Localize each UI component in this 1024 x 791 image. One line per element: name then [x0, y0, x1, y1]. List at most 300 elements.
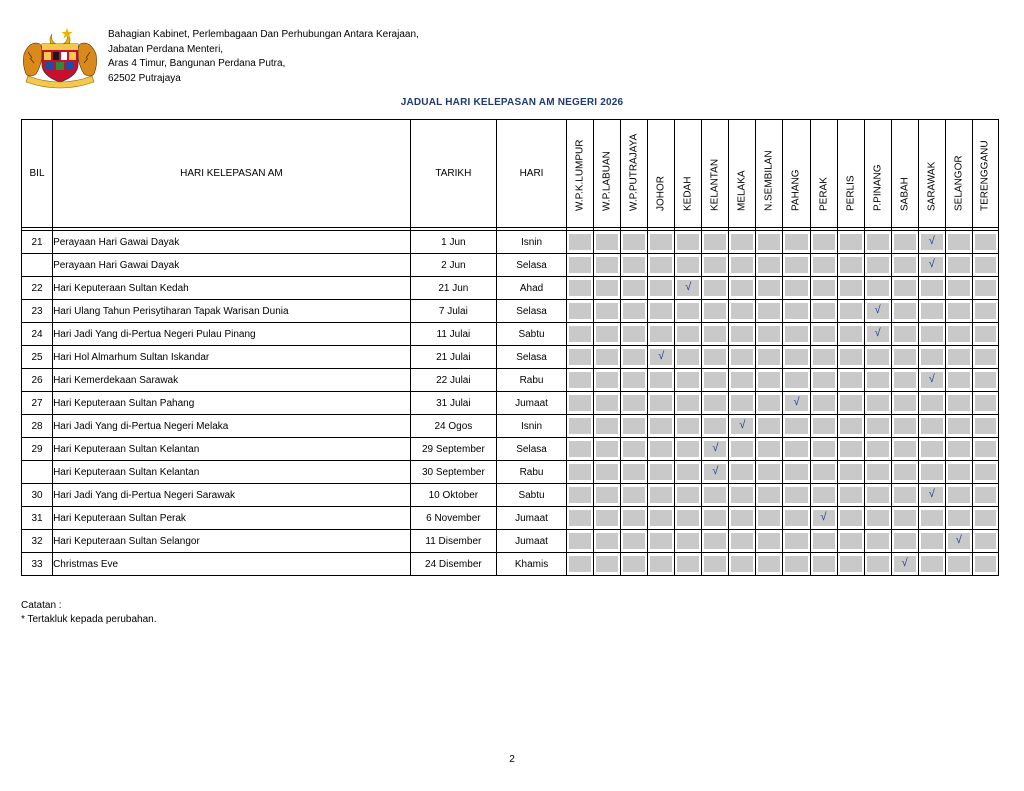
shaded-box: [731, 464, 753, 480]
row-holiday-name: Hari Jadi Yang di-Pertua Negeri Pulau Pinang: [53, 323, 411, 346]
state-cell: [891, 369, 918, 392]
state-cell: [864, 254, 891, 277]
shaded-box: [596, 257, 618, 273]
state-cell: [864, 438, 891, 461]
state-cell: [675, 484, 702, 507]
state-cell: [864, 346, 891, 369]
shaded-box: [596, 395, 618, 411]
header-state-label: N.SEMBILAN: [763, 150, 775, 211]
shaded-box: [813, 303, 835, 319]
row-day: Sabtu: [496, 323, 566, 346]
shaded-box: [948, 395, 970, 411]
table-header-row: [22, 120, 999, 228]
shaded-box: [921, 441, 943, 457]
shaded-box: [867, 510, 889, 526]
state-cell: [891, 507, 918, 530]
shaded-box: [623, 326, 645, 342]
address-line: Aras 4 Timur, Bangunan Perdana Putra,: [108, 58, 286, 69]
state-cell: [675, 369, 702, 392]
state-cell: [810, 300, 837, 323]
document-title: JADUAL HARI KELEPASAN AM NEGERI 2026: [400, 97, 624, 108]
state-cell: [621, 300, 648, 323]
header-date: TARIKH: [410, 120, 496, 228]
row-date: 24 Disember: [410, 553, 496, 576]
header-bil: BIL: [22, 120, 53, 228]
state-cell: [648, 438, 675, 461]
shaded-box: [948, 487, 970, 503]
shaded-box: [840, 372, 862, 388]
shaded-box: [948, 441, 970, 457]
state-cell: [972, 369, 998, 392]
shaded-box: [731, 556, 753, 572]
state-cell: [729, 392, 756, 415]
state-cell: [810, 484, 837, 507]
shaded-box: [677, 533, 699, 549]
state-cell: [567, 553, 594, 576]
state-cell: [864, 507, 891, 530]
header-state: [702, 120, 729, 228]
state-cell: [702, 438, 729, 461]
shaded-box: [948, 510, 970, 526]
notes-heading: Catatan :: [21, 600, 62, 611]
state-cell: [783, 277, 810, 300]
header-day: HARI: [496, 120, 566, 228]
row-date: 11 Julai: [410, 323, 496, 346]
state-cell: [810, 277, 837, 300]
header-state: [972, 120, 998, 228]
shaded-box: [569, 326, 591, 342]
shaded-box: [867, 441, 889, 457]
row-day: Rabu: [496, 461, 566, 484]
shaded-box: [731, 303, 753, 319]
state-cell: [891, 231, 918, 254]
shaded-box: [921, 349, 943, 365]
row-holiday-name: Hari Jadi Yang di-Pertua Negeri Melaka: [53, 415, 411, 438]
state-cell: [918, 484, 945, 507]
shaded-box: [948, 303, 970, 319]
header-state: [648, 120, 675, 228]
state-cell: [621, 438, 648, 461]
row-day: Isnin: [496, 415, 566, 438]
address-line: Jabatan Perdana Menteri,: [108, 43, 224, 55]
state-cell: [702, 461, 729, 484]
state-cell: [702, 484, 729, 507]
shaded-box: [867, 487, 889, 503]
row-day: Jumaat: [496, 392, 566, 415]
shaded-box: [650, 510, 672, 526]
shaded-box: [623, 234, 645, 250]
header-state-label: SABAH: [899, 177, 911, 211]
state-cell: [675, 415, 702, 438]
shaded-box: [623, 303, 645, 319]
shaded-box: [596, 326, 618, 342]
shaded-box: [975, 303, 996, 319]
table-row: [22, 392, 999, 415]
state-cell: [594, 415, 621, 438]
shaded-box: [867, 464, 889, 480]
state-cell: [756, 369, 783, 392]
check-mark-icon: √: [793, 396, 800, 408]
state-cell: [972, 392, 998, 415]
row-holiday-name: Hari Keputeraan Sultan Pahang: [53, 392, 411, 415]
shaded-box: [596, 464, 618, 480]
row-day: Selasa: [496, 300, 566, 323]
state-cell: [675, 507, 702, 530]
table-row: [22, 507, 999, 530]
state-cell: [729, 277, 756, 300]
shaded-box: [569, 349, 591, 365]
shaded-box: [840, 280, 862, 296]
state-cell: [756, 323, 783, 346]
state-cell: [945, 507, 972, 530]
shaded-box: [840, 464, 862, 480]
state-cell: [945, 484, 972, 507]
shaded-box: [758, 280, 780, 296]
shaded-box: [650, 372, 672, 388]
state-cell: [891, 484, 918, 507]
state-cell: [648, 300, 675, 323]
state-cell: [918, 277, 945, 300]
shaded-box: [840, 234, 862, 250]
row-day: Selasa: [496, 346, 566, 369]
state-cell: [891, 277, 918, 300]
state-cell: [567, 484, 594, 507]
shaded-box: [758, 556, 780, 572]
state-cell: [567, 392, 594, 415]
state-cell: [567, 254, 594, 277]
shaded-box: [704, 234, 726, 250]
shaded-box: [813, 464, 835, 480]
shaded-box: [596, 418, 618, 434]
state-cell: [864, 231, 891, 254]
shaded-box: [677, 395, 699, 411]
state-cell: [945, 530, 972, 553]
state-cell: [891, 300, 918, 323]
table-row: [22, 369, 999, 392]
shaded-box: [758, 510, 780, 526]
state-cell: [837, 369, 864, 392]
row-day: Selasa: [496, 438, 566, 461]
state-cell: [837, 346, 864, 369]
shaded-box: [650, 395, 672, 411]
state-cell: [756, 438, 783, 461]
state-cell: [675, 392, 702, 415]
state-cell: [675, 461, 702, 484]
shaded-box: [731, 326, 753, 342]
state-cell: [972, 553, 998, 576]
address-line: 62502 Putrajaya: [108, 72, 181, 84]
shaded-box: [704, 533, 726, 549]
shaded-box: [785, 487, 807, 503]
shaded-box: [785, 464, 807, 480]
state-cell: [729, 369, 756, 392]
shaded-box: [758, 349, 780, 365]
shaded-box: [704, 556, 726, 572]
row-holiday-name: Perayaan Hari Gawai Dayak: [53, 254, 411, 277]
shaded-box: [623, 349, 645, 365]
state-cell: [891, 553, 918, 576]
table-row: [22, 254, 999, 277]
table-row: [22, 553, 999, 576]
row-date: 7 Julai: [410, 300, 496, 323]
row-bil: 23: [22, 300, 53, 323]
state-cell: [675, 530, 702, 553]
state-cell: [783, 507, 810, 530]
state-cell: [972, 300, 998, 323]
state-cell: [567, 277, 594, 300]
row-date: 21 Jun: [410, 277, 496, 300]
state-cell: [648, 484, 675, 507]
state-cell: [675, 323, 702, 346]
shaded-box: [731, 441, 753, 457]
row-bil: 21: [22, 231, 53, 254]
shaded-box: [840, 395, 862, 411]
shaded-box: [894, 349, 916, 365]
state-cell: [621, 277, 648, 300]
state-cell: [864, 461, 891, 484]
sender-address: [108, 28, 419, 86]
row-day: Selasa: [496, 254, 566, 277]
state-cell: [756, 346, 783, 369]
shaded-box: [677, 234, 699, 250]
state-cell: [945, 300, 972, 323]
table-row: [22, 323, 999, 346]
state-cell: [810, 415, 837, 438]
check-mark-icon: √: [928, 235, 935, 247]
shaded-box: [785, 257, 807, 273]
state-cell: [594, 392, 621, 415]
row-date: 11 Disember: [410, 530, 496, 553]
shaded-box: [650, 234, 672, 250]
state-cell: [864, 300, 891, 323]
shaded-box: [975, 441, 996, 457]
state-cell: [594, 369, 621, 392]
header-state-label: MELAKA: [736, 170, 748, 211]
state-cell: [702, 323, 729, 346]
row-date: 2 Jun: [410, 254, 496, 277]
state-cell: [891, 346, 918, 369]
shaded-box: [758, 372, 780, 388]
shaded-box: [840, 326, 862, 342]
state-cell: [675, 231, 702, 254]
state-cell: [837, 300, 864, 323]
shaded-box: [867, 280, 889, 296]
row-holiday-name: Hari Keputeraan Sultan Kelantan: [53, 461, 411, 484]
shaded-box: [758, 487, 780, 503]
header-state: [891, 120, 918, 228]
state-cell: [918, 530, 945, 553]
shaded-box: [623, 372, 645, 388]
row-bil: 26: [22, 369, 53, 392]
state-cell: [567, 530, 594, 553]
shaded-box: [758, 395, 780, 411]
shaded-box: [975, 510, 996, 526]
shaded-box: [704, 487, 726, 503]
check-mark-icon: √: [820, 511, 827, 523]
check-mark-icon: √: [712, 442, 719, 454]
state-cell: [864, 277, 891, 300]
shaded-box: [677, 510, 699, 526]
state-cell: [729, 484, 756, 507]
header-state-label: TERENGGANU: [979, 140, 991, 211]
shaded-box: [894, 510, 916, 526]
state-cell: [891, 392, 918, 415]
shaded-box: [704, 372, 726, 388]
state-cell: [729, 231, 756, 254]
row-bil: 24: [22, 323, 53, 346]
state-cell: [972, 277, 998, 300]
shaded-box: [813, 533, 835, 549]
shaded-box: [569, 510, 591, 526]
state-cell: [918, 346, 945, 369]
shaded-box: [596, 303, 618, 319]
shaded-box: [921, 418, 943, 434]
header-state-label: PERLIS: [845, 175, 857, 211]
shaded-box: [731, 487, 753, 503]
row-bil: [22, 254, 53, 277]
state-cell: [837, 507, 864, 530]
state-cell: [864, 369, 891, 392]
state-cell: [810, 369, 837, 392]
shaded-box: [569, 464, 591, 480]
row-bil: 28: [22, 415, 53, 438]
row-bil: 32: [22, 530, 53, 553]
shaded-box: [975, 280, 996, 296]
shaded-box: [785, 418, 807, 434]
shaded-box: [623, 510, 645, 526]
shaded-box: [921, 280, 943, 296]
header-state-label: P.PINANG: [872, 164, 884, 211]
shaded-box: [596, 441, 618, 457]
check-mark-icon: √: [658, 350, 665, 362]
shaded-box: [731, 349, 753, 365]
shaded-box: [650, 257, 672, 273]
table-row: [22, 484, 999, 507]
shaded-box: [975, 556, 996, 572]
state-cell: [945, 392, 972, 415]
state-cell: [648, 277, 675, 300]
state-cell: [621, 231, 648, 254]
shaded-box: [650, 556, 672, 572]
check-mark-icon: √: [739, 419, 746, 431]
shaded-box: [731, 510, 753, 526]
table-row: [22, 461, 999, 484]
shaded-box: [813, 395, 835, 411]
shaded-box: [921, 510, 943, 526]
state-cell: [567, 369, 594, 392]
table-row: [22, 415, 999, 438]
table-row: [22, 300, 999, 323]
header-state: [783, 120, 810, 228]
row-date: 31 Julai: [410, 392, 496, 415]
shaded-box: [596, 556, 618, 572]
state-cell: [594, 553, 621, 576]
state-cell: [648, 461, 675, 484]
shaded-box: [813, 257, 835, 273]
shaded-box: [840, 487, 862, 503]
shaded-box: [596, 234, 618, 250]
row-day: Khamis: [496, 553, 566, 576]
state-cell: [648, 553, 675, 576]
header-state-label: JOHOR: [655, 176, 667, 211]
state-cell: [702, 300, 729, 323]
shaded-box: [677, 487, 699, 503]
row-day: Jumaat: [496, 507, 566, 530]
state-cell: [837, 323, 864, 346]
shaded-box: [650, 280, 672, 296]
state-cell: [756, 277, 783, 300]
state-cell: [756, 254, 783, 277]
state-cell: [783, 530, 810, 553]
state-cell: [648, 507, 675, 530]
shaded-box: [623, 395, 645, 411]
row-bil: 25: [22, 346, 53, 369]
shaded-box: [677, 441, 699, 457]
shaded-box: [948, 556, 970, 572]
header-state-label: PERAK: [818, 177, 830, 211]
table-row: [22, 277, 999, 300]
state-cell: [918, 323, 945, 346]
header-state-label: SARAWAK: [926, 161, 938, 211]
shaded-box: [813, 326, 835, 342]
shaded-box: [758, 234, 780, 250]
shaded-box: [975, 395, 996, 411]
shaded-box: [569, 372, 591, 388]
shaded-box: [569, 395, 591, 411]
state-cell: [783, 369, 810, 392]
state-cell: [891, 530, 918, 553]
shaded-box: [840, 556, 862, 572]
state-cell: [783, 254, 810, 277]
state-cell: [783, 300, 810, 323]
state-cell: [837, 254, 864, 277]
shaded-box: [975, 487, 996, 503]
state-cell: [594, 277, 621, 300]
state-cell: [648, 392, 675, 415]
state-cell: [945, 553, 972, 576]
shaded-box: [704, 257, 726, 273]
check-mark-icon: √: [928, 258, 935, 270]
state-cell: [648, 415, 675, 438]
row-bil: 33: [22, 553, 53, 576]
header-state: [567, 120, 594, 228]
state-cell: [918, 438, 945, 461]
shaded-box: [813, 349, 835, 365]
shaded-box: [948, 464, 970, 480]
header-state: [675, 120, 702, 228]
row-holiday-name: Christmas Eve: [53, 553, 411, 576]
state-cell: [810, 392, 837, 415]
shaded-box: [623, 464, 645, 480]
shaded-box: [894, 464, 916, 480]
state-cell: [756, 392, 783, 415]
shaded-box: [948, 234, 970, 250]
shaded-box: [704, 303, 726, 319]
row-day: Jumaat: [496, 530, 566, 553]
state-cell: [675, 346, 702, 369]
shaded-box: [650, 487, 672, 503]
state-cell: [918, 231, 945, 254]
state-cell: [702, 346, 729, 369]
shaded-box: [758, 533, 780, 549]
shaded-box: [623, 441, 645, 457]
shaded-box: [948, 372, 970, 388]
state-cell: [702, 530, 729, 553]
shaded-box: [704, 418, 726, 434]
shaded-box: [813, 372, 835, 388]
state-cell: [972, 438, 998, 461]
shaded-box: [677, 556, 699, 572]
